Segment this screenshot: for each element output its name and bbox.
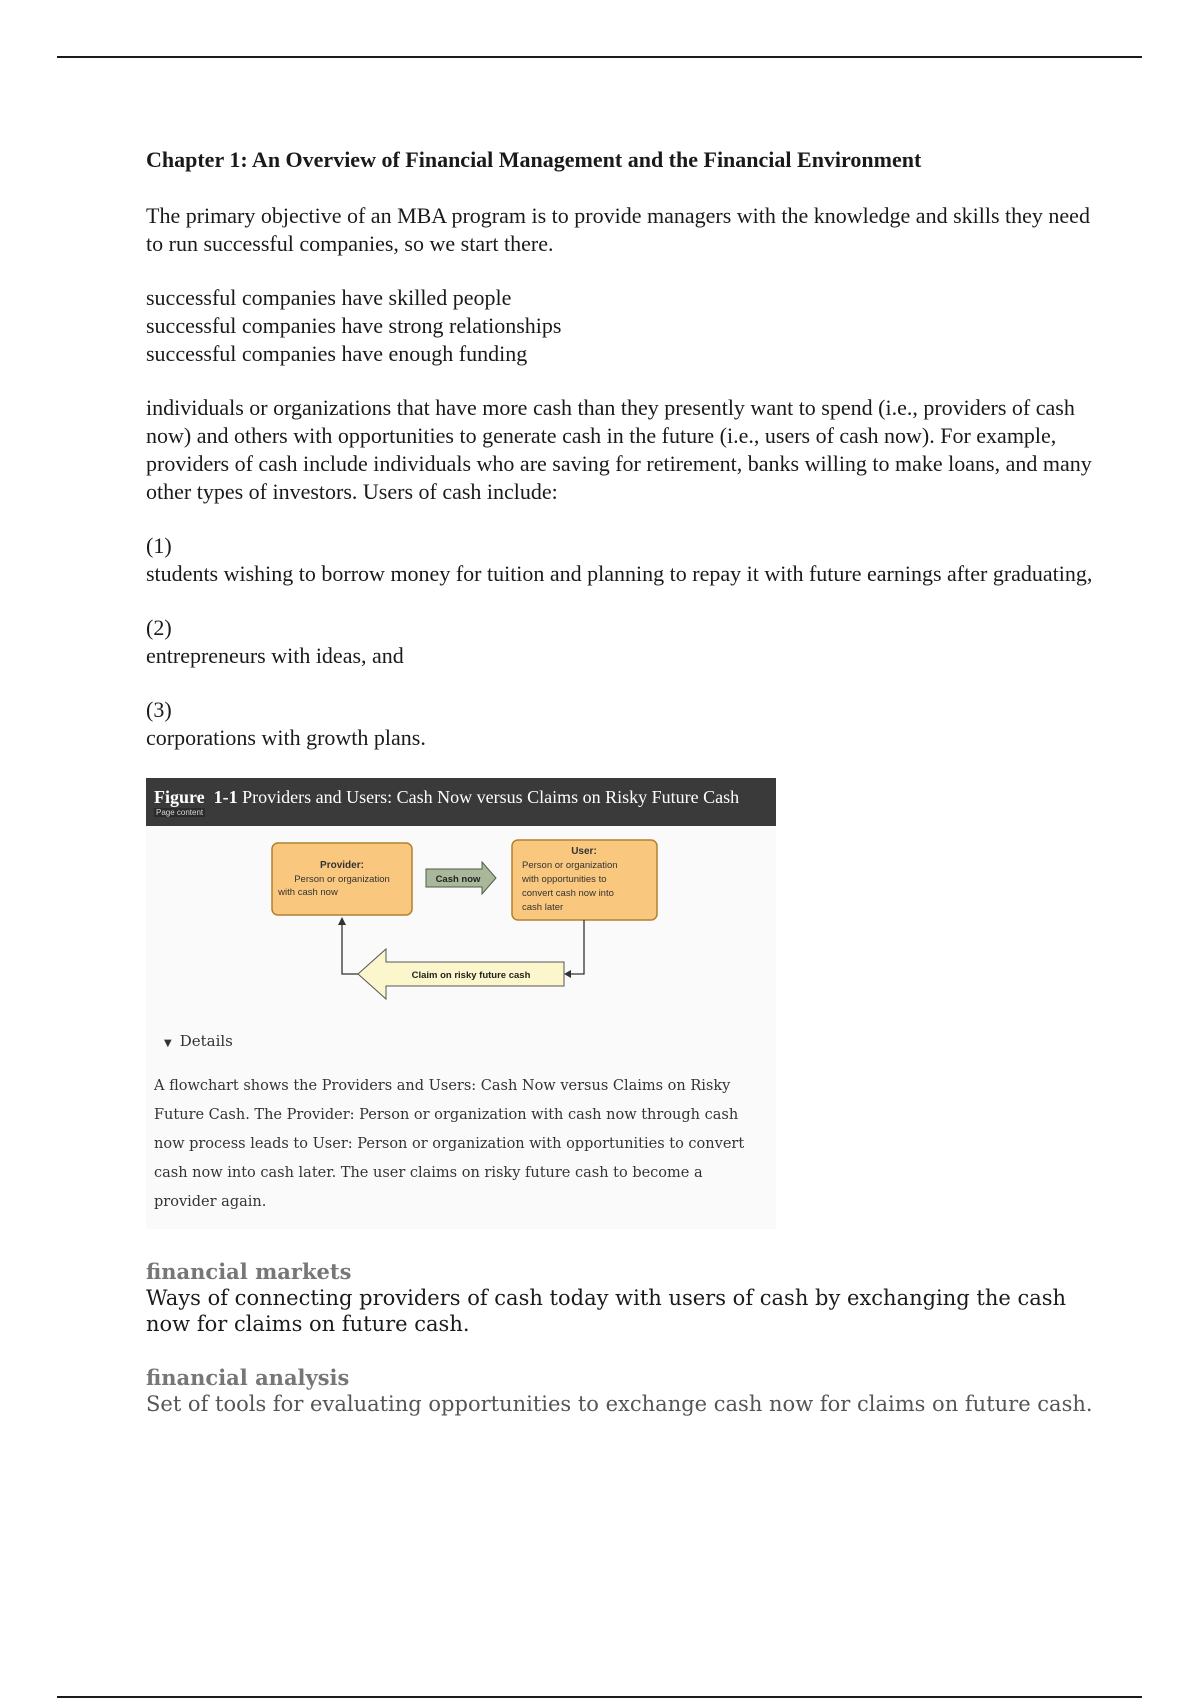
figure-body <box>146 826 776 1229</box>
provider-connector <box>342 922 358 974</box>
success-line: successful companies have skilled people <box>146 285 512 310</box>
providers-paragraph: individuals or organizations that have more cash than they presently want to spend (i.e., providers of cash now) and others with opportunities to generate cash in the future (i.e., users of cash now). For example, providers of cash include individuals who are saving for retirement, banks willing to make loans, and many other types of investors. Users of cash include: <box>146 395 1092 504</box>
user-line: cash later <box>522 902 564 913</box>
term-definition: Set of tools for evaluating opportunities to exchange cash now for claims on future cash. <box>146 1392 1093 1416</box>
figure-label: Figure <box>154 787 205 807</box>
intro-paragraph: The primary objective of an MBA program is to provide managers with the knowledge and skills they need to run successful companies, so we start there. <box>146 203 1090 256</box>
user-line: with opportunities to <box>522 874 607 885</box>
user-item-1 <box>146 532 1096 588</box>
user-item-number: (3) <box>146 697 172 722</box>
user-connector <box>568 920 584 974</box>
figure-caption: A flowchart shows the Providers and Users: Cash Now versus Claims on Risky Future Cash. The Provider: Person or organization with cash now through cash now process leads to User: Person or organization with opportunities to convert cash now into cash later. The user claims on risky future cash to become a provider again. <box>154 1078 745 1210</box>
cash-now-label: Cash now <box>435 874 481 885</box>
figure-sublabel: Page content <box>156 808 204 817</box>
provider-line: with cash now <box>278 887 338 898</box>
caret-down-icon: ▼ <box>164 1038 172 1049</box>
provider-heading: Provider: <box>320 860 364 871</box>
success-line: successful companies have enough funding <box>146 341 528 366</box>
document-body <box>146 146 1096 1445</box>
term-entry <box>146 1259 1096 1337</box>
claim-label: Claim on risky future cash <box>411 970 531 981</box>
bottom-rule <box>57 1696 1142 1698</box>
flowchart <box>146 826 776 1026</box>
user-heading: User: <box>571 846 597 857</box>
top-rule <box>57 56 1142 58</box>
provider-connector-head <box>338 917 346 925</box>
figure-1-1 <box>146 778 776 1229</box>
user-item-text: entrepreneurs with ideas, and <box>146 643 404 668</box>
user-line: convert cash now into <box>522 888 614 899</box>
term-definition: Ways of connecting providers of cash today with users of cash by exchanging the cash now for claims on future cash. <box>146 1286 1067 1336</box>
user-connector-head <box>564 970 571 978</box>
success-list <box>146 284 1096 368</box>
user-item-3 <box>146 696 1096 752</box>
term-heading: financial markets <box>146 1259 352 1284</box>
success-line: successful companies have strong relationships <box>146 313 562 338</box>
figure-title-line <box>154 787 739 807</box>
user-item-2 <box>146 614 1096 670</box>
figure-header <box>146 778 776 826</box>
term-heading: financial analysis <box>146 1365 350 1390</box>
user-item-number: (2) <box>146 615 172 640</box>
term-entry <box>146 1365 1096 1417</box>
details-label: Details <box>179 1032 233 1050</box>
user-item-text: students wishing to borrow money for tuition and planning to repay it with future earnings after graduating, <box>146 561 1093 586</box>
details-toggle[interactable] <box>146 1026 776 1062</box>
chapter-title: Chapter 1: An Overview of Financial Management and the Financial Environment <box>146 147 922 172</box>
user-item-text: corporations with growth plans. <box>146 725 426 750</box>
provider-line: Person or organization <box>294 874 390 885</box>
user-item-number: (1) <box>146 533 172 558</box>
figure-number: 1-1 <box>213 787 238 807</box>
figure-title: Providers and Users: Cash Now versus Claims on Risky Future Cash <box>242 787 740 807</box>
user-line: Person or organization <box>522 860 618 871</box>
